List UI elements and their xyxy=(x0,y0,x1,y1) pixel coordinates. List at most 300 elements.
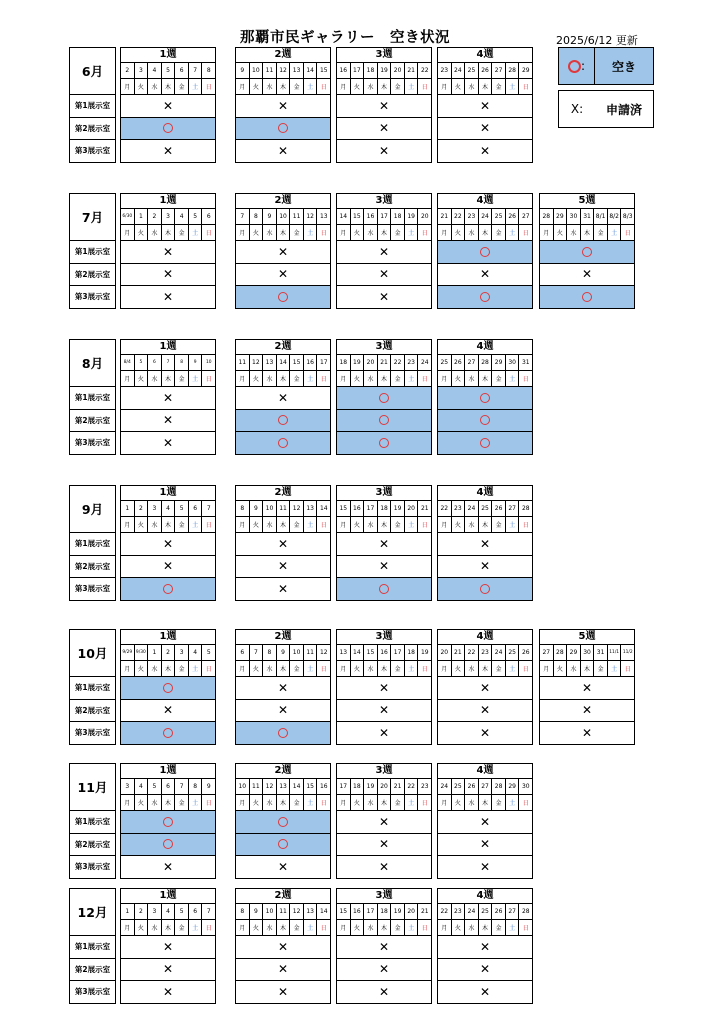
date-cell: 12 xyxy=(304,209,318,224)
circle-icon xyxy=(480,393,490,403)
weekday-cell: 土 xyxy=(304,371,318,386)
week-block xyxy=(336,339,432,455)
weekday-cell: 金 xyxy=(175,79,189,94)
cross-icon: ✕ xyxy=(479,98,491,113)
weekday-cell: 火 xyxy=(452,517,466,532)
room-label-3: 第3展示室 xyxy=(69,432,116,455)
weekday-cell: 木 xyxy=(162,661,176,676)
weekday-row xyxy=(539,225,635,241)
week-header: 1週 xyxy=(120,47,216,63)
date-cell: 8/4 xyxy=(121,355,135,370)
date-cell: 16 xyxy=(304,355,318,370)
date-cell: 11/2 xyxy=(622,650,633,655)
status-applied xyxy=(235,556,331,579)
date-cell: 26 xyxy=(465,779,479,794)
weekday-cell: 水 xyxy=(263,795,277,810)
date-cell: 27 xyxy=(479,779,493,794)
status-applied xyxy=(437,959,533,982)
date-cell: 15 xyxy=(319,67,328,74)
date-cell: 7 xyxy=(206,908,211,915)
date-cell: 24 xyxy=(420,359,429,366)
cross-icon: ✕ xyxy=(277,267,289,282)
cross-icon: ✕ xyxy=(378,837,390,852)
cross-icon: ✕ xyxy=(378,939,390,954)
status-available xyxy=(120,118,216,141)
weekday-cell: 月 xyxy=(121,517,135,532)
week-header: 4週 xyxy=(437,485,533,501)
date-cell: 22 xyxy=(438,501,452,516)
status-applied xyxy=(120,556,216,579)
room-label-3: 第3展示室 xyxy=(69,140,116,163)
status-applied xyxy=(235,700,331,723)
cross-icon: ✕ xyxy=(479,703,491,718)
date-cell: 27 xyxy=(465,355,479,370)
weekday-cell: 木 xyxy=(479,517,493,532)
cross-icon: ✕ xyxy=(277,143,289,158)
weekday-cell: 水 xyxy=(263,225,277,240)
date-cell: 8 xyxy=(236,904,250,919)
weekday-cell: 火 xyxy=(452,920,466,935)
circle-icon xyxy=(278,415,288,425)
date-cell: 26 xyxy=(492,501,506,516)
cross-icon: ✕ xyxy=(162,939,174,954)
circle-icon xyxy=(568,60,581,73)
date-cell: 22 xyxy=(391,355,405,370)
date-cell: 8/1 xyxy=(594,209,608,224)
weekday-row xyxy=(336,795,432,811)
weekday-cell: 木 xyxy=(162,79,176,94)
week-block xyxy=(336,485,432,601)
date-cell: 15 xyxy=(351,209,365,224)
date-cell: 13 xyxy=(263,355,277,370)
weekday-row xyxy=(120,517,216,533)
date-cell: 6 xyxy=(148,355,162,370)
date-cell: 14 xyxy=(319,908,328,915)
cross-icon: ✕ xyxy=(479,680,491,695)
date-cell: 5 xyxy=(162,63,176,78)
date-row xyxy=(539,645,635,661)
weekday-cell: 月 xyxy=(438,795,452,810)
status-applied xyxy=(437,936,533,959)
date-cell: 26 xyxy=(521,649,530,656)
status-applied xyxy=(120,981,216,1004)
weekday-cell: 月 xyxy=(121,661,135,676)
weekday-cell: 土 xyxy=(304,795,318,810)
legend-available-symbol xyxy=(559,48,595,84)
date-row xyxy=(235,779,331,795)
week-block xyxy=(437,763,533,879)
weekday-cell: 木 xyxy=(479,79,493,94)
week-header: 1週 xyxy=(120,629,216,645)
date-row xyxy=(437,355,533,371)
room-label-3: 第3展示室 xyxy=(69,981,116,1004)
status-applied xyxy=(336,556,432,579)
date-row xyxy=(336,63,432,79)
status-applied xyxy=(120,264,216,287)
weekday-cell: 水 xyxy=(148,79,162,94)
date-cell: 14 xyxy=(337,209,351,224)
status-applied xyxy=(437,677,533,700)
status-applied xyxy=(336,936,432,959)
date-cell: 16 xyxy=(319,783,328,790)
date-cell: 3 xyxy=(148,904,162,919)
weekday-cell: 水 xyxy=(148,661,162,676)
cross-icon: ✕ xyxy=(162,289,174,304)
weekday-cell: 火 xyxy=(135,920,149,935)
weekday-cell: 日 xyxy=(522,800,529,807)
cross-icon: ✕ xyxy=(581,703,593,718)
status-available xyxy=(437,432,533,455)
week-block xyxy=(120,485,216,601)
date-cell: 29 xyxy=(554,209,568,224)
weekday-cell: 水 xyxy=(465,517,479,532)
weekday-cell: 日 xyxy=(320,666,327,673)
cross-icon: ✕ xyxy=(277,962,289,977)
status-applied xyxy=(336,241,432,264)
status-applied xyxy=(120,700,216,723)
date-cell: 19 xyxy=(405,209,419,224)
weekday-cell: 月 xyxy=(337,795,351,810)
date-row xyxy=(336,209,432,225)
date-row xyxy=(437,209,533,225)
weekday-cell: 日 xyxy=(522,376,529,383)
weekday-cell: 月 xyxy=(121,920,135,935)
weekday-cell: 土 xyxy=(506,661,520,676)
weekday-row xyxy=(235,920,331,936)
weekday-cell: 水 xyxy=(263,920,277,935)
date-cell: 9/29 xyxy=(121,645,135,660)
weekday-cell: 水 xyxy=(567,661,581,676)
date-cell: 8 xyxy=(189,779,203,794)
date-cell: 11 xyxy=(277,501,291,516)
status-available xyxy=(437,410,533,433)
circle-icon xyxy=(379,584,389,594)
status-applied xyxy=(437,722,533,745)
weekday-cell: 水 xyxy=(364,517,378,532)
date-cell: 23 xyxy=(438,63,452,78)
weekday-cell: 火 xyxy=(351,79,365,94)
date-cell: 5 xyxy=(175,501,189,516)
weekday-cell: 水 xyxy=(263,661,277,676)
weekday-cell: 日 xyxy=(421,84,428,91)
month-label: 6月 xyxy=(69,47,116,95)
cross-icon: ✕ xyxy=(479,267,491,282)
date-cell: 22 xyxy=(420,67,429,74)
weekday-row xyxy=(120,795,216,811)
date-row xyxy=(336,779,432,795)
weekday-row xyxy=(437,795,533,811)
weekday-cell: 月 xyxy=(121,371,135,386)
week-header: 3週 xyxy=(336,629,432,645)
cross-icon: ✕ xyxy=(378,680,390,695)
weekday-cell: 水 xyxy=(148,920,162,935)
circle-icon xyxy=(480,415,490,425)
status-available xyxy=(437,578,533,601)
status-applied xyxy=(336,834,432,857)
week-header: 4週 xyxy=(437,763,533,779)
date-cell: 16 xyxy=(364,209,378,224)
room-label-3: 第3展示室 xyxy=(69,578,116,601)
date-cell: 7 xyxy=(175,779,189,794)
room-label-1: 第1展示室 xyxy=(69,811,116,834)
date-cell: 15 xyxy=(337,501,351,516)
weekday-cell: 土 xyxy=(304,920,318,935)
cross-icon: ✕ xyxy=(162,244,174,259)
month-label-column xyxy=(69,193,116,309)
status-applied xyxy=(539,722,635,745)
date-cell: 7 xyxy=(189,63,203,78)
date-row xyxy=(120,501,216,517)
circle-icon xyxy=(582,247,592,257)
cross-icon: ✕ xyxy=(162,559,174,574)
date-cell: 21 xyxy=(438,209,452,224)
weekday-cell: 日 xyxy=(205,666,212,673)
weekday-cell: 水 xyxy=(364,920,378,935)
date-cell: 21 xyxy=(378,355,392,370)
weekday-cell: 日 xyxy=(624,666,631,673)
weekday-cell: 月 xyxy=(236,661,250,676)
weekday-cell: 金 xyxy=(391,371,405,386)
date-cell: 5 xyxy=(189,209,203,224)
cross-icon: ✕ xyxy=(378,703,390,718)
weekday-cell: 金 xyxy=(175,661,189,676)
status-applied xyxy=(235,387,331,410)
cross-icon: ✕ xyxy=(162,984,174,999)
cross-icon: ✕ xyxy=(479,725,491,740)
weekday-cell: 木 xyxy=(479,795,493,810)
date-cell: 14 xyxy=(304,63,318,78)
weekday-cell: 火 xyxy=(452,225,466,240)
date-cell: 18 xyxy=(391,209,405,224)
date-cell: 18 xyxy=(364,63,378,78)
date-cell: 9 xyxy=(250,501,264,516)
weekday-cell: 金 xyxy=(594,225,608,240)
weekday-cell: 月 xyxy=(236,79,250,94)
weekday-cell: 火 xyxy=(452,795,466,810)
date-cell: 9/30 xyxy=(135,645,149,660)
month-label: 11月 xyxy=(69,763,116,811)
page-title: 那覇市民ギャラリー 空き状況 xyxy=(240,30,450,46)
weekday-cell: 日 xyxy=(421,230,428,237)
date-cell: 4 xyxy=(162,904,176,919)
date-cell: 29 xyxy=(567,645,581,660)
date-cell: 29 xyxy=(506,779,520,794)
week-block xyxy=(437,485,533,601)
weekday-cell: 木 xyxy=(162,371,176,386)
date-cell: 20 xyxy=(420,213,429,220)
date-cell: 21 xyxy=(391,779,405,794)
date-cell: 20 xyxy=(405,904,419,919)
status-applied xyxy=(336,981,432,1004)
date-cell: 13 xyxy=(337,645,351,660)
date-cell: 31 xyxy=(594,645,608,660)
date-row xyxy=(235,63,331,79)
date-cell: 9 xyxy=(250,904,264,919)
week-block xyxy=(235,193,331,309)
cross-icon: ✕ xyxy=(277,939,289,954)
date-cell: 22 xyxy=(405,779,419,794)
status-applied xyxy=(120,856,216,879)
weekday-cell: 金 xyxy=(492,517,506,532)
cross-icon: ✕ xyxy=(277,581,289,596)
date-cell: 20 xyxy=(378,779,392,794)
date-row xyxy=(120,355,216,371)
weekday-cell: 金 xyxy=(492,225,506,240)
weekday-row xyxy=(120,225,216,241)
week-block xyxy=(336,193,432,309)
date-row xyxy=(437,63,533,79)
circle-icon xyxy=(480,438,490,448)
date-cell: 8/3 xyxy=(622,213,633,220)
weekday-cell: 土 xyxy=(405,517,419,532)
cross-icon: ✕ xyxy=(277,98,289,113)
cross-icon: ✕ xyxy=(479,837,491,852)
cross-icon: ✕ xyxy=(378,267,390,282)
date-cell: 10 xyxy=(205,360,212,365)
weekday-cell: 水 xyxy=(148,371,162,386)
circle-icon xyxy=(480,292,490,302)
weekday-cell: 土 xyxy=(506,517,520,532)
weekday-cell: 土 xyxy=(608,225,622,240)
week-block xyxy=(120,339,216,455)
weekday-cell: 木 xyxy=(277,795,291,810)
date-row xyxy=(120,779,216,795)
weekday-row xyxy=(539,661,635,677)
weekday-row xyxy=(437,920,533,936)
weekday-cell: 月 xyxy=(540,225,554,240)
date-cell: 22 xyxy=(465,645,479,660)
cross-icon: ✕ xyxy=(479,143,491,158)
legend-applied-suffix: : xyxy=(579,102,584,116)
date-cell: 1 xyxy=(148,645,162,660)
date-cell: 16 xyxy=(378,645,392,660)
date-cell: 16 xyxy=(351,501,365,516)
date-cell: 9 xyxy=(236,63,250,78)
weekday-cell: 金 xyxy=(290,371,304,386)
cross-icon: ✕ xyxy=(162,435,174,450)
week-header: 3週 xyxy=(336,193,432,209)
date-cell: 11 xyxy=(304,645,318,660)
circle-icon xyxy=(163,817,173,827)
legend xyxy=(558,47,654,128)
status-available xyxy=(235,118,331,141)
weekday-cell: 火 xyxy=(351,371,365,386)
weekday-cell: 土 xyxy=(506,371,520,386)
date-cell: 11 xyxy=(277,904,291,919)
weekday-cell: 木 xyxy=(378,225,392,240)
weekday-cell: 日 xyxy=(421,666,428,673)
status-applied xyxy=(120,140,216,163)
cross-icon: ✕ xyxy=(277,244,289,259)
date-row xyxy=(336,645,432,661)
month-label: 9月 xyxy=(69,485,116,533)
date-cell: 25 xyxy=(438,355,452,370)
weekday-cell: 月 xyxy=(337,225,351,240)
weekday-cell: 金 xyxy=(290,920,304,935)
weekday-cell: 日 xyxy=(624,230,631,237)
date-cell: 27 xyxy=(506,904,520,919)
status-available xyxy=(437,387,533,410)
date-cell: 17 xyxy=(337,779,351,794)
cross-icon: ✕ xyxy=(162,859,174,874)
cross-icon: ✕ xyxy=(162,390,174,405)
weekday-cell: 金 xyxy=(175,225,189,240)
weekday-cell: 火 xyxy=(351,517,365,532)
date-cell: 13 xyxy=(319,213,328,220)
weekday-row xyxy=(437,517,533,533)
weekday-row xyxy=(336,517,432,533)
weekday-cell: 土 xyxy=(506,795,520,810)
date-cell: 14 xyxy=(319,505,328,512)
date-cell: 28 xyxy=(521,908,530,915)
weekday-cell: 金 xyxy=(492,795,506,810)
date-cell: 18 xyxy=(351,779,365,794)
cross-icon: ✕ xyxy=(378,289,390,304)
date-cell: 25 xyxy=(479,501,493,516)
date-row xyxy=(235,645,331,661)
room-label-1: 第1展示室 xyxy=(69,241,116,264)
weekday-cell: 月 xyxy=(438,225,452,240)
week-block xyxy=(120,888,216,1004)
weekday-cell: 水 xyxy=(465,661,479,676)
weekday-cell: 水 xyxy=(567,225,581,240)
weekday-cell: 火 xyxy=(135,79,149,94)
status-available xyxy=(120,677,216,700)
date-cell: 19 xyxy=(391,501,405,516)
weekday-cell: 火 xyxy=(554,225,568,240)
date-cell: 26 xyxy=(452,355,466,370)
circle-icon xyxy=(379,393,389,403)
status-applied xyxy=(235,95,331,118)
circle-icon xyxy=(163,683,173,693)
weekday-cell: 金 xyxy=(175,517,189,532)
weekday-cell: 木 xyxy=(581,225,595,240)
weekday-cell: 土 xyxy=(405,79,419,94)
weekday-cell: 火 xyxy=(554,661,568,676)
date-row xyxy=(336,355,432,371)
week-block xyxy=(235,763,331,879)
date-cell: 2 xyxy=(135,501,149,516)
weekday-cell: 火 xyxy=(250,920,264,935)
date-cell: 4 xyxy=(175,209,189,224)
status-applied xyxy=(437,981,533,1004)
weekday-cell: 月 xyxy=(438,371,452,386)
weekday-cell: 月 xyxy=(236,795,250,810)
weekday-cell: 月 xyxy=(121,795,135,810)
weekday-cell: 火 xyxy=(351,661,365,676)
date-cell: 18 xyxy=(378,904,392,919)
legend-applied xyxy=(558,90,654,128)
status-applied xyxy=(235,140,331,163)
month-label-column xyxy=(69,888,116,1004)
date-cell: 28 xyxy=(492,779,506,794)
week-header: 2週 xyxy=(235,629,331,645)
cross-icon: ✕ xyxy=(378,725,390,740)
status-applied xyxy=(336,811,432,834)
status-available xyxy=(120,578,216,601)
week-block xyxy=(539,193,635,309)
date-cell: 2 xyxy=(121,63,135,78)
month-label: 12月 xyxy=(69,888,116,936)
cross-icon: ✕ xyxy=(378,984,390,999)
date-cell: 8 xyxy=(263,645,277,660)
date-cell: 26 xyxy=(492,904,506,919)
cross-icon: ✕ xyxy=(479,536,491,551)
weekday-row xyxy=(437,79,533,95)
week-header: 1週 xyxy=(120,763,216,779)
week-block xyxy=(336,888,432,1004)
date-cell: 22 xyxy=(438,904,452,919)
